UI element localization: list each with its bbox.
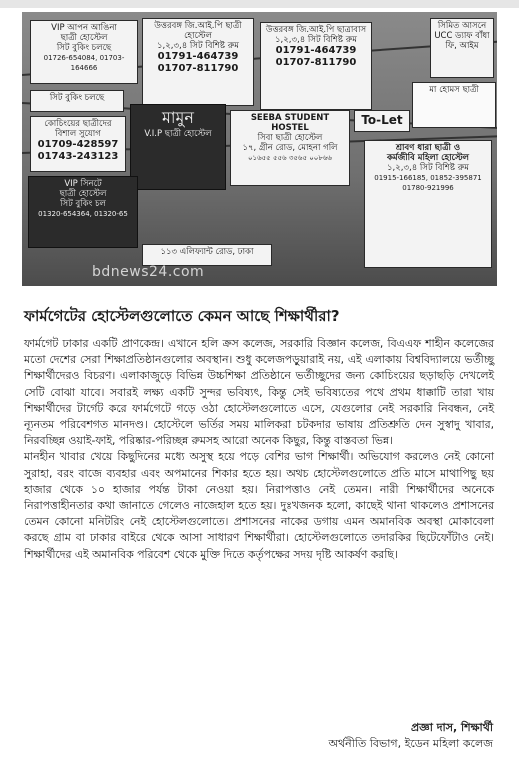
hostel-signs-photo	[22, 12, 497, 286]
hostel-sign: To-Let	[354, 110, 410, 132]
hostel-sign: VIP সিনটে ছাত্রী হোস্টেল সিট বুকিং চল 01320-654364, 01320-65	[28, 176, 138, 248]
hostel-sign: শ্রাবণ ধারা ছাত্রী ও কর্মজীবি মহিলা হোস্টেল ১,২,৩,৪ সিট বিশিষ্ট রুম 01915-166185, 01852-395871 01780-921996	[364, 140, 492, 268]
hostel-sign: উত্তরবঙ্গ জি.আই.পি ছাত্রী হোস্টেল ১,২,৩,৪ সিট বিশিষ্ট রুম 01791-464739 01707-811790	[142, 18, 254, 106]
author-department: অর্থনীতি বিভাগ, ইডেন মহিলা কলেজ	[328, 737, 493, 750]
hostel-sign: মামুন V.I.P ছাত্রী হোস্টেল	[130, 104, 226, 190]
author-name: প্রজ্ঞা দাস, শিক্ষার্থী	[410, 721, 493, 734]
top-rule	[0, 0, 519, 8]
article-paragraph: ফার্মগেট ঢাকার একটি প্রাণকেন্দ্র। এখানে হলি ক্রস কলেজ, সরকারি বিজ্ঞান কলেজ, বিএএফ শাহীন কলেজের মতো দেশের সেরা শিক্ষাপ্রতিষ্ঠানগুলোর অবস্থান। শুধু কলেজপড়ুয়ারাই নয়, এই এলাকায় বিশ্ববিদ্যালয়ে ভর্তীচ্ছু শিক্ষার্থীদেরও বিচরণ। এলাকাজুড়ে বিভিন্ন উচ্চশিক্ষা প্রতিষ্ঠানে ভর্তীচ্ছুদের জন্য কোচিংয়ের ছড়াছড়ি দেখলেই সেটি বোঝা যাবে। সবারই লক্ষ্য একটি সুন্দর ভবিষ্যৎ, কিন্তু সেই ভবিষ্যতের পথে প্রথম ধাক্কাটি তারা খায় শিক্ষার্থীদের টার্গেট করে ফার্মগেটে গড়ে ওঠা হোস্টেলগুলোতে এসে, যেগুলোর নেই সরকারি নিবন্ধন, নেই ন্যূনতম পরিবেশগত মানদণ্ড। হোস্টেলে ভর্তির সময় মালিকরা চটকদার ভাষায় প্রতিশ্রুতি দেন সুস্বাদু খাবার, নিরবচ্ছিন্ন ওয়াই-ফাই, পরিষ্কার-পরিচ্ছন্ন রুমসহ আরো অনেক কিছুর, কিন্তু বাস্তবতা ভিন্ন।	[24, 337, 494, 448]
article-headline: ফার্মগেটের হোস্টেলগুলোতে কেমন আছে শিক্ষার্থীরা?	[24, 307, 340, 325]
photo-watermark: bdnews24.com	[92, 264, 205, 280]
hostel-sign: সিট বুকিং চলছে	[30, 90, 124, 112]
article-byline	[329, 720, 494, 752]
article-body	[24, 336, 494, 563]
article-paragraph: মানহীন খাবার খেয়ে কিছুদিনের মধ্যে অসুস্থ হয়ে পড়ে বেশির ভাগ শিক্ষার্থী। অভিযোগ করলেও নেই কোনো সুরাহা, বরং বাজে ব্যবহার এবং অপমানের শিকার হতে হয়। অথচ হোস্টেলগুলোতে প্রতি মাসে মাথাপিছু ছয় হাজার থেকে ১০ হাজার পর্যন্ত টাকা নেওয়া হয়। নিরাপত্তাও নেই তেমন। নারী শিক্ষার্থীদের অনেকে নিরাপত্তাহীনতার কথা জানাতে গেলেও নাজেহাল হতে হয়। দুঃখজনক হলো, কাছেই থানা থাকলেও প্রশাসনের তেমন কোনো মনিটরিং নেই হোস্টেলগুলোতে। প্রশাসনের নাকের ডগায় এমন অমানবিক অবস্থা মোকাবেলা করছে গ্রাম বা ঢাকার বাইরে থেকে আসা সাধারণ শিক্ষার্থীরা। হোস্টেলগুলোতে তদারকির ছিটেফোঁটাও নেই। শিক্ষার্থীদের এই অমানবিক পরিবেশ থেকে মুক্তি দিতে কর্তৃপক্ষের সদয় দৃষ্টি আকর্ষণ করছি।	[24, 450, 494, 561]
hostel-sign: উত্তরবঙ্গ জি.আই.পি ছাত্রাবাস ১,২,৩,৪ সিট বিশিষ্ট রুম 01791-464739 01707-811790	[260, 22, 372, 110]
hostel-sign: মা হোমস ছাত্রী	[412, 82, 496, 128]
hostel-sign: SEEBA STUDENT HOSTEL সিবা ছাত্রী হোস্টেল ১৭, গ্রীন রোড, মোহনা গলি ০১৬৫৫ ৫৫৬ ৩৫৬৫ ০০৮৬৬	[230, 110, 350, 186]
hostel-sign: কোচিংয়ের ছাত্রীদের বিশাল সুযোগ 01709-428597 01743-243123	[30, 116, 126, 172]
hostel-sign: VIP আপন আঙিনা ছাত্রী হোস্টেল সিট বুকিং চলছে 01726-654084, 01703-164666	[30, 20, 138, 84]
hostel-sign: ১১৩ এলিফ্যান্ট রোড, ঢাকা	[142, 244, 272, 266]
hostel-sign: সিমিত আসনে UCC ড্যাফ বাঁধা ফি, আইম	[430, 18, 494, 78]
